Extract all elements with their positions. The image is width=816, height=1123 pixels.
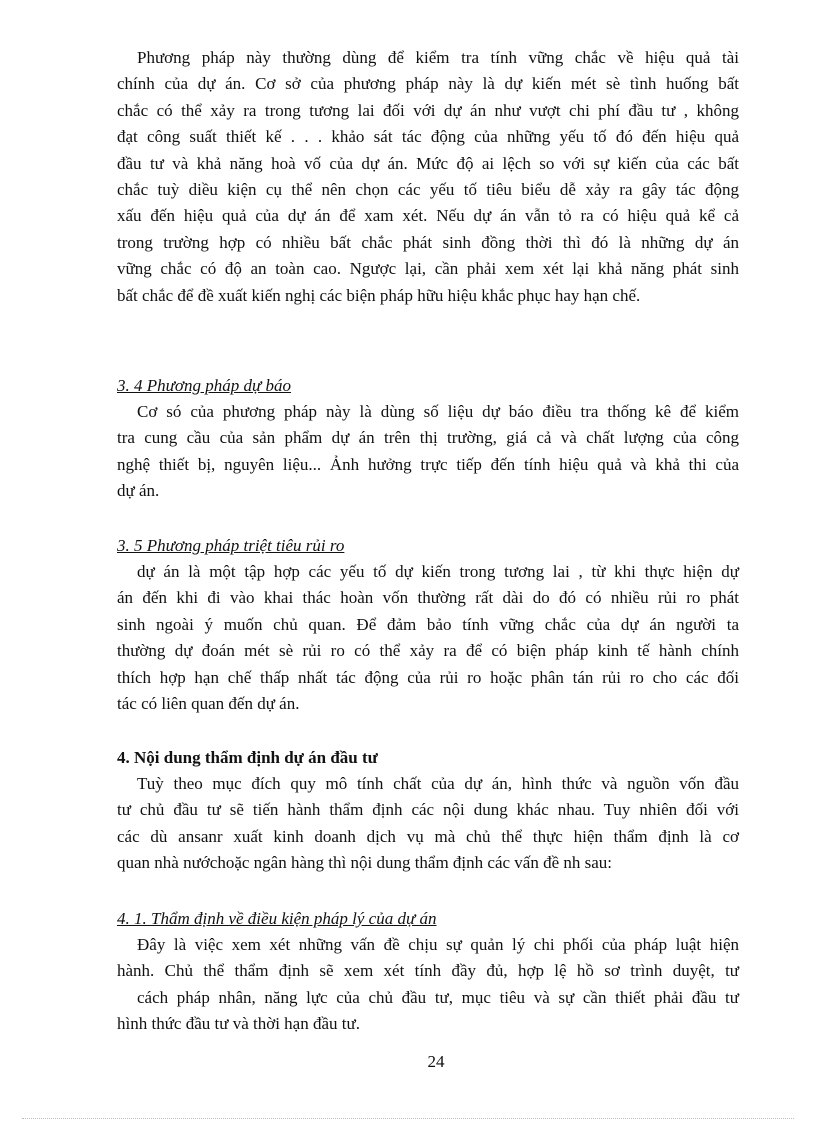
text-line: trong trường hợp có nhiều bất chắc phát sinh đồng thời thì đó là những dự án [117, 232, 739, 252]
section-3-4 [117, 373, 739, 505]
text-line: Đây là việc xem xét những vấn đề chịu sự quản lý chi phối của pháp luật hiện [137, 935, 739, 954]
paragraph-body [117, 932, 739, 1038]
text-line: hành. Chủ thể thẩm định sẽ xem xét tính đầy đủ, hợp lệ hồ sơ trình duyệt, tư [117, 961, 739, 981]
page-number: 24 [427, 1052, 445, 1071]
text-line: bất chắc để đề xuất kiến nghị các biện pháp hữu hiệu khắc phục hay hạn chế. [117, 285, 641, 305]
heading-3-5: 3. 5 Phương pháp triệt tiêu rủi ro [117, 536, 345, 555]
text-line: dự án. [117, 481, 160, 501]
heading-4-1: 4. 1. Thẩm định về điều kiện pháp lý của dự án [117, 909, 437, 928]
text-line: chính của dự án. Cơ sở của phương pháp này là dự kiến mét sè tình huống bất [117, 74, 739, 94]
text-line: án đến khi đi vào khai thác hoàn vốn thường rất dài do đó có nhiều rủi ro phát [117, 588, 739, 608]
text-line: sinh ngoài ý muốn chủ quan. Để đảm bảo tính vững chắc của dự án người ta [117, 614, 739, 634]
paragraph-body [117, 771, 739, 877]
text-line: quan nhà nướchoặc ngân hàng thì nội dung thẩm định các vấn đề nh sau: [117, 853, 613, 873]
text-line: Phương pháp này thường dùng để kiểm tra tính vững chắc về hiệu quả tài [137, 48, 739, 67]
text-line: vững chắc có độ an toàn cao. Ngược lại, cần phải xem xét lại khả năng phát sinh [117, 259, 739, 279]
paragraph-body [117, 45, 739, 309]
text-line: chắc tuỳ diều kiện cụ thể nên chọn các yếu tố tiêu biểu dễ xảy ra gây tác động [117, 180, 739, 200]
text-line: đầu tư và khả năng hoà vố của dự án. Mức độ ai lệch so với sự kiến của các bất [117, 153, 739, 173]
text-line: Tuỳ theo mục đích quy mô tính chất của dự án, hình thức và nguồn vốn đầu [137, 774, 739, 793]
heading-3-4: 3. 4 Phương pháp dự báo [117, 376, 292, 395]
section-3-5 [117, 533, 739, 717]
paragraph-body [117, 399, 739, 505]
text-line: tư chủ đầu tư sẽ tiến hành thẩm định các nội dung khác nhau. Tuy nhiên đối với [117, 800, 739, 820]
text-line: chắc có thể xảy ra trong tương lai đối với dự án như vượt chi phí đầu tư , không [117, 100, 739, 120]
heading-4: 4. Nội dung thẩm định dự án đầu tư [117, 748, 378, 767]
text-line: cách pháp nhân, năng lực của chủ đầu tư, mục tiêu và sự cần thiết phải đầu tư [137, 987, 739, 1007]
section-4 [117, 745, 739, 877]
text-line: dự án là một tập hợp các yếu tố dự kiến trong tương lai , từ khi thực hiện dự [137, 562, 739, 581]
text-line: thường dự đoán mét sè rủi ro có thể xảy ra để có biện pháp kinh tế hành chính [117, 641, 739, 661]
text-line: nghệ thiết bị, nguyên liệu... Ảnh hưởng trực tiếp đến tính hiệu quả và khả thi của [117, 454, 739, 474]
text-line: tra cung cầu của sản phẩm dự án trên thị trường, giá cả và chất lượng của công [117, 428, 739, 448]
text-line: thích hợp hạn chế thấp nhất tác động của rủi ro hoặc phân tán rủi ro cho các đối [117, 667, 739, 687]
text-line: các dù ansanr xuất kinh doanh dịch vụ mà chủ thể thực hiện thẩm định là cơ [117, 826, 739, 846]
footer-divider [22, 1118, 794, 1119]
paragraph-sensitivity-method [117, 45, 739, 309]
text-line: hình thức đầu tư và thời hạn đầu tư. [117, 1014, 360, 1034]
text-line: Cơ só của phương pháp này là dùng số liệu dự báo điều tra thống kê để kiểm [137, 402, 739, 421]
text-line: đạt công suất thiết kế . . . khảo sát tác động của những yếu tố đó đến hiệu quả [117, 127, 739, 147]
text-line: xấu đến hiệu quả của dự án để xam xét. Nếu dự án vẫn tỏ ra có hiệu quả kể cả [117, 206, 739, 226]
section-4-1 [117, 906, 739, 1038]
text-line: tác có liên quan đến dự án. [117, 694, 300, 714]
paragraph-body [117, 559, 739, 717]
